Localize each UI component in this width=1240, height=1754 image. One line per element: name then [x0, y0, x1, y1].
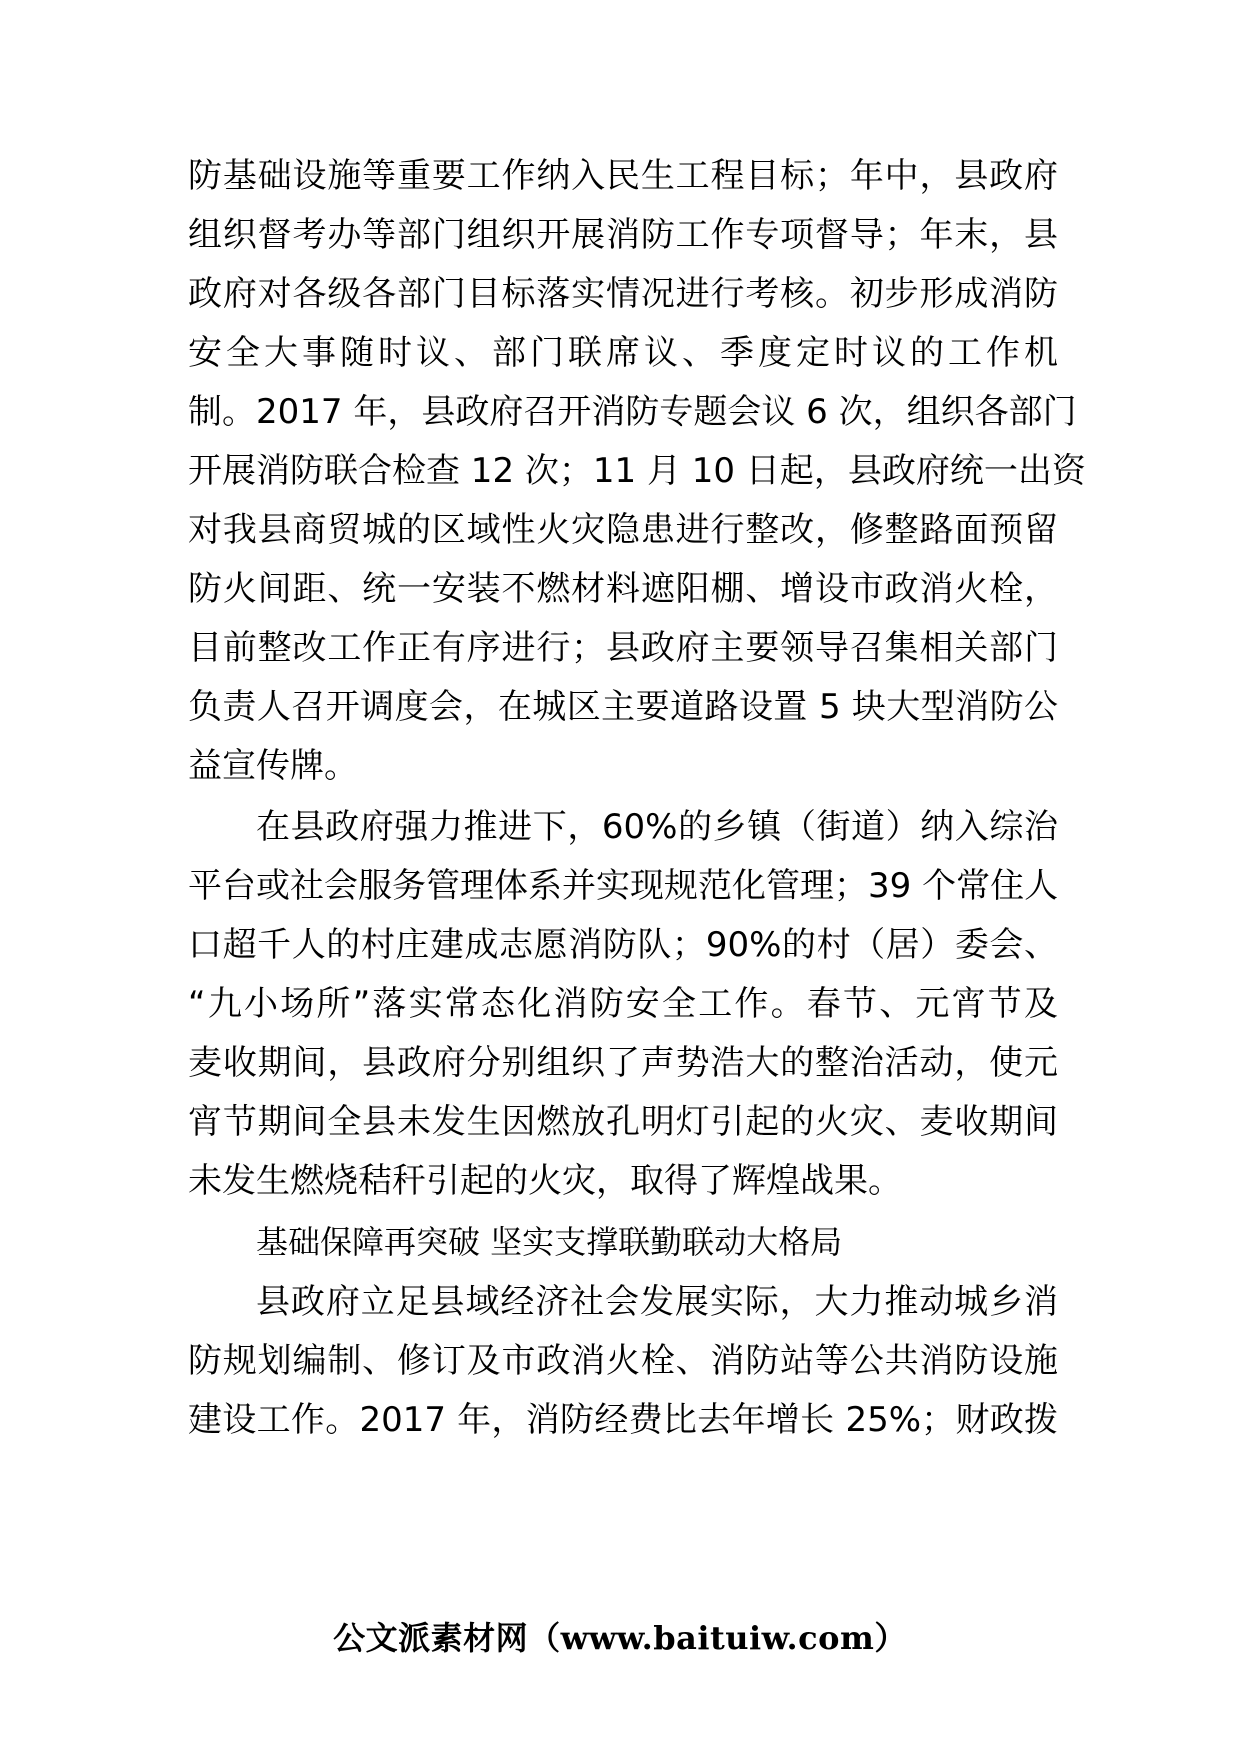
paragraph-line: 制。2017 年，县政府召开消防专题会议 6 次，组织各部门 [188, 392, 1077, 432]
paragraph-line: 政府对各级各部门目标落实情况进行考核。初步形成消防 [188, 274, 1058, 314]
paragraph-line: 平台或社会服务管理体系并实现规范化管理；39 个常住人 [188, 866, 1059, 906]
paragraph-line: 宵节期间全县未发生因燃放孔明灯引起的火灾、麦收期间 [188, 1102, 1058, 1142]
paragraph-line: 目前整改工作正有序进行；县政府主要领导召集相关部门 [188, 628, 1058, 668]
paragraph-line: 安全大事随时议、部门联席议、季度定时议的工作机 [188, 333, 1058, 373]
paragraph-line: 未发生燃烧秸秆引起的火灾，取得了辉煌战果。 [188, 1161, 902, 1201]
paragraph-line: 组织督考办等部门组织开展消防工作专项督导；年末，县 [188, 215, 1058, 255]
paragraph-line: 口超千人的村庄建成志愿消防队；90%的村（居）委会、 [188, 925, 1058, 965]
paragraph-line: 开展消防联合检查 12 次；11 月 10 日起，县政府统一出资 [188, 451, 1086, 491]
paragraph-line: 县政府立足县域经济社会发展实际，大力推动城乡消 [256, 1282, 1058, 1322]
section-heading: 基础保障再突破 坚实支撑联勤联动大格局 [256, 1223, 843, 1261]
paragraph-line: 防规划编制、修订及市政消火栓、消防站等公共消防设施 [188, 1341, 1058, 1381]
paragraph-line: 益宣传牌。 [188, 746, 358, 786]
paragraph-line: 防基础设施等重要工作纳入民生工程目标；年中，县政府 [188, 156, 1058, 196]
footer-watermark: 公文派素材网（www.baituiw.com） [333, 1619, 907, 1657]
paragraph-line: “九小场所”落实常态化消防安全工作。春节、元宵节及 [188, 984, 1058, 1024]
paragraph-line: 防火间距、统一安装不燃材料遮阳棚、增设市政消火栓， [188, 569, 1058, 609]
paragraph-line: 负责人召开调度会，在城区主要道路设置 5 块大型消防公 [188, 687, 1058, 727]
paragraph-line: 在县政府强力推进下，60%的乡镇（街道）纳入综治 [256, 807, 1058, 847]
paragraph-line: 麦收期间，县政府分别组织了声势浩大的整治活动，使元 [188, 1043, 1058, 1083]
paragraph-line: 对我县商贸城的区域性火灾隐患进行整改，修整路面预留 [188, 510, 1058, 550]
paragraph-line: 建设工作。2017 年，消防经费比去年增长 25%；财政拨 [188, 1400, 1058, 1440]
